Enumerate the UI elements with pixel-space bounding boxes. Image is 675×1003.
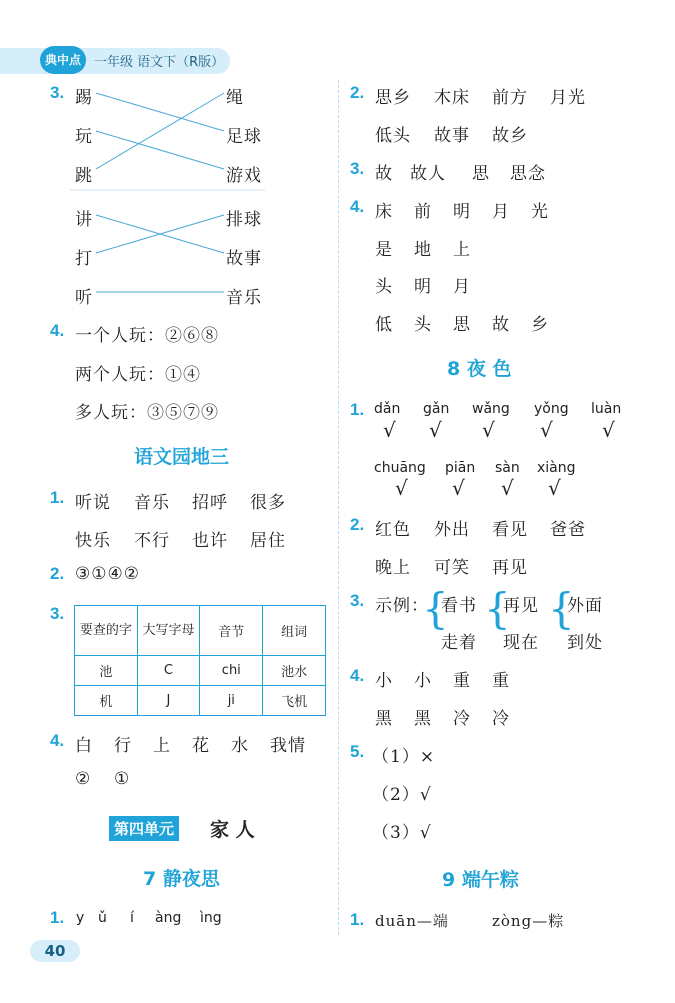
yw4-number: 4. — [50, 731, 65, 750]
answer-char: 小 — [375, 671, 393, 691]
judgement-item: （2）√ — [372, 785, 432, 805]
l8-q3-number: 3. — [350, 591, 365, 610]
table-cell: chi — [200, 656, 263, 686]
answer-word: 故乡 — [492, 126, 528, 146]
right-word: 故事 — [226, 249, 262, 269]
answer-char: 月 — [453, 277, 471, 297]
answer-char: 明 — [414, 277, 432, 297]
answer-char: 思 — [453, 315, 471, 335]
answer-word: 故人 — [410, 164, 446, 184]
table-cell: 飞机 — [263, 686, 326, 716]
unit-badge: 第四单元 — [109, 816, 179, 841]
logo: 典中点 — [40, 46, 86, 74]
answer-char: 光 — [531, 202, 549, 222]
judgement-item: （1）× — [372, 747, 436, 767]
answer-word: 外出 — [434, 520, 470, 540]
q4-line: 两个人玩：①④ — [75, 365, 201, 385]
l8-q4-number: 4. — [350, 666, 365, 685]
left-word: 玩 — [75, 127, 93, 147]
answer-word: 再见 — [492, 558, 528, 578]
answer-word: 故事 — [434, 126, 470, 146]
q3r-number: 3. — [350, 159, 365, 178]
answer-char: 月 — [492, 202, 510, 222]
pinyin: yǒng — [534, 401, 569, 417]
check-mark: √ — [602, 418, 615, 442]
left-word: 讲 — [75, 210, 93, 230]
check-mark: √ — [452, 476, 465, 500]
answer-char: 乡 — [531, 315, 549, 335]
answer-word: 低头 — [375, 126, 411, 146]
table-cell: 池 — [75, 656, 138, 686]
q4-number: 4. — [50, 321, 65, 340]
table-cell: C — [137, 656, 200, 686]
check-mark: √ — [429, 418, 442, 442]
l8-q2-number: 2. — [350, 515, 365, 534]
lesson7-q1-number: 1. — [50, 908, 65, 927]
answer-word: 不行 — [134, 531, 170, 551]
pinyin: y — [76, 910, 85, 926]
answer-word: 也许 — [192, 531, 228, 551]
lesson9-title: 9 端午粽 — [442, 869, 519, 891]
answer-char: 上 — [153, 736, 171, 756]
answer-char: 黑 — [375, 709, 393, 729]
brace: { — [422, 584, 449, 633]
page-number: 40 — [30, 940, 80, 962]
table-row — [75, 686, 326, 716]
pinyin: xiàng — [537, 460, 576, 476]
l8-q5-number: 5. — [350, 742, 365, 761]
answer-char: 冷 — [492, 709, 510, 729]
answer-char: ② — [75, 769, 92, 789]
pinyin: ǔ — [98, 910, 107, 926]
answer-char: 故 — [492, 315, 510, 335]
yw2-answer: ③①④② — [75, 564, 140, 584]
pinyin: gǎn — [423, 401, 450, 417]
answer-char: 花 — [192, 736, 210, 756]
answer-char: 重 — [492, 671, 510, 691]
answer-word: 走着 — [441, 633, 477, 653]
yw3-number: 3. — [50, 604, 65, 623]
table-header: 大写字母 — [137, 606, 200, 656]
answer-char: 小 — [414, 671, 432, 691]
answer-char: 黑 — [414, 709, 432, 729]
answer-char: 白 — [75, 736, 93, 756]
answer-word: 木床 — [434, 88, 470, 108]
l8-q1-number: 1. — [350, 400, 365, 419]
answer-word: 很多 — [250, 493, 286, 513]
pinyin: chuāng — [374, 460, 426, 476]
answer-word: zòng—粽 — [492, 912, 565, 930]
table-cell: 池水 — [263, 656, 326, 686]
table-cell: 机 — [75, 686, 138, 716]
judgement-item: （3）√ — [372, 823, 432, 843]
letter-table — [74, 605, 326, 716]
answer-char: ① — [114, 769, 131, 789]
pinyin: àng — [155, 910, 182, 926]
answer-char: 床 — [375, 202, 393, 222]
lesson8-title: 8 夜 色 — [447, 358, 512, 380]
answer-word: 爸爸 — [550, 520, 586, 540]
answer-word: 红色 — [375, 520, 411, 540]
lesson7-title: 7 静夜思 — [143, 868, 220, 890]
left-word: 听 — [75, 288, 93, 308]
table-header: 音节 — [200, 606, 263, 656]
section-title-yuwen: 语文园地三 — [134, 446, 230, 468]
answer-char: 头 — [375, 277, 393, 297]
answer-word: 现在 — [503, 633, 539, 653]
answer-word: 到处 — [567, 633, 603, 653]
answer-word: 可笑 — [434, 558, 470, 578]
answer-char: 明 — [453, 202, 471, 222]
q4r-number: 4. — [350, 197, 365, 216]
yw1-number: 1. — [50, 488, 65, 507]
check-mark: √ — [501, 476, 514, 500]
left-word: 踢 — [75, 88, 93, 108]
right-word: 音乐 — [226, 288, 262, 308]
yw2-number: 2. — [50, 564, 65, 583]
pinyin: wǎng — [472, 401, 510, 417]
pinyin: sàn — [495, 460, 520, 476]
matching-lines — [0, 0, 340, 320]
q4-line: 一个人玩：②⑥⑧ — [75, 326, 219, 346]
answer-word: 招呼 — [192, 493, 228, 513]
pinyin: dǎn — [374, 401, 401, 417]
right-word: 足球 — [226, 127, 262, 147]
table-cell: J — [137, 686, 200, 716]
right-word: 排球 — [226, 210, 262, 230]
answer-word: 居住 — [250, 531, 286, 551]
table-header: 组词 — [263, 606, 326, 656]
q4-line: 多人玩：③⑤⑦⑨ — [75, 403, 219, 423]
answer-char: 重 — [453, 671, 471, 691]
pinyin: luàn — [591, 401, 622, 417]
answer-word: 前方 — [492, 88, 528, 108]
check-mark: √ — [548, 476, 561, 500]
table-cell: ji — [200, 686, 263, 716]
answer-word: 外面 — [567, 596, 603, 616]
check-mark: √ — [540, 418, 553, 442]
q2-number: 2. — [350, 83, 365, 102]
answer-word: 再见 — [503, 596, 539, 616]
answer-char: 地 — [414, 240, 432, 260]
right-word: 绳 — [226, 88, 244, 108]
left-word: 跳 — [75, 166, 93, 186]
table-row — [75, 656, 326, 686]
unit-title: 家 人 — [210, 819, 255, 841]
pinyin: ìng — [200, 910, 222, 926]
table-header: 要查的字 — [75, 606, 138, 656]
answer-word: 快乐 — [75, 531, 111, 551]
answer-word: 思念 — [510, 164, 546, 184]
brace: { — [548, 584, 575, 633]
answer-word: 思 — [472, 164, 490, 184]
check-mark: √ — [383, 418, 396, 442]
header-title: 一年级 语文下（R版） — [94, 55, 225, 70]
answer-word: 思乡 — [375, 88, 411, 108]
answer-word: 故 — [375, 164, 393, 184]
answer-char: 上 — [453, 240, 471, 260]
answer-word: 晚上 — [375, 558, 411, 578]
answer-char: 是 — [375, 240, 393, 260]
q3-number: 3. — [50, 83, 65, 102]
answer-word: duān—端 — [375, 912, 449, 930]
answer-word: 听说 — [75, 493, 111, 513]
pinyin: í — [130, 910, 134, 926]
answer-word: 月光 — [550, 88, 586, 108]
pinyin: piān — [445, 460, 476, 476]
answer-word: 看书 — [441, 596, 477, 616]
check-mark: √ — [482, 418, 495, 442]
left-word: 打 — [75, 249, 93, 269]
answer-char: 头 — [414, 315, 432, 335]
answer-char: 低 — [375, 315, 393, 335]
answer-word: 看见 — [492, 520, 528, 540]
answer-word: 音乐 — [134, 493, 170, 513]
example-prefix: 示例： — [375, 596, 429, 616]
answer-char: 冷 — [453, 709, 471, 729]
answer-char: 前 — [414, 202, 432, 222]
answer-char: 我情 — [270, 736, 306, 756]
answer-char: 水 — [231, 736, 249, 756]
brace: { — [484, 584, 511, 633]
answer-char: 行 — [114, 736, 132, 756]
right-word: 游戏 — [226, 166, 262, 186]
l9-q1-number: 1. — [350, 910, 365, 929]
check-mark: √ — [395, 476, 408, 500]
